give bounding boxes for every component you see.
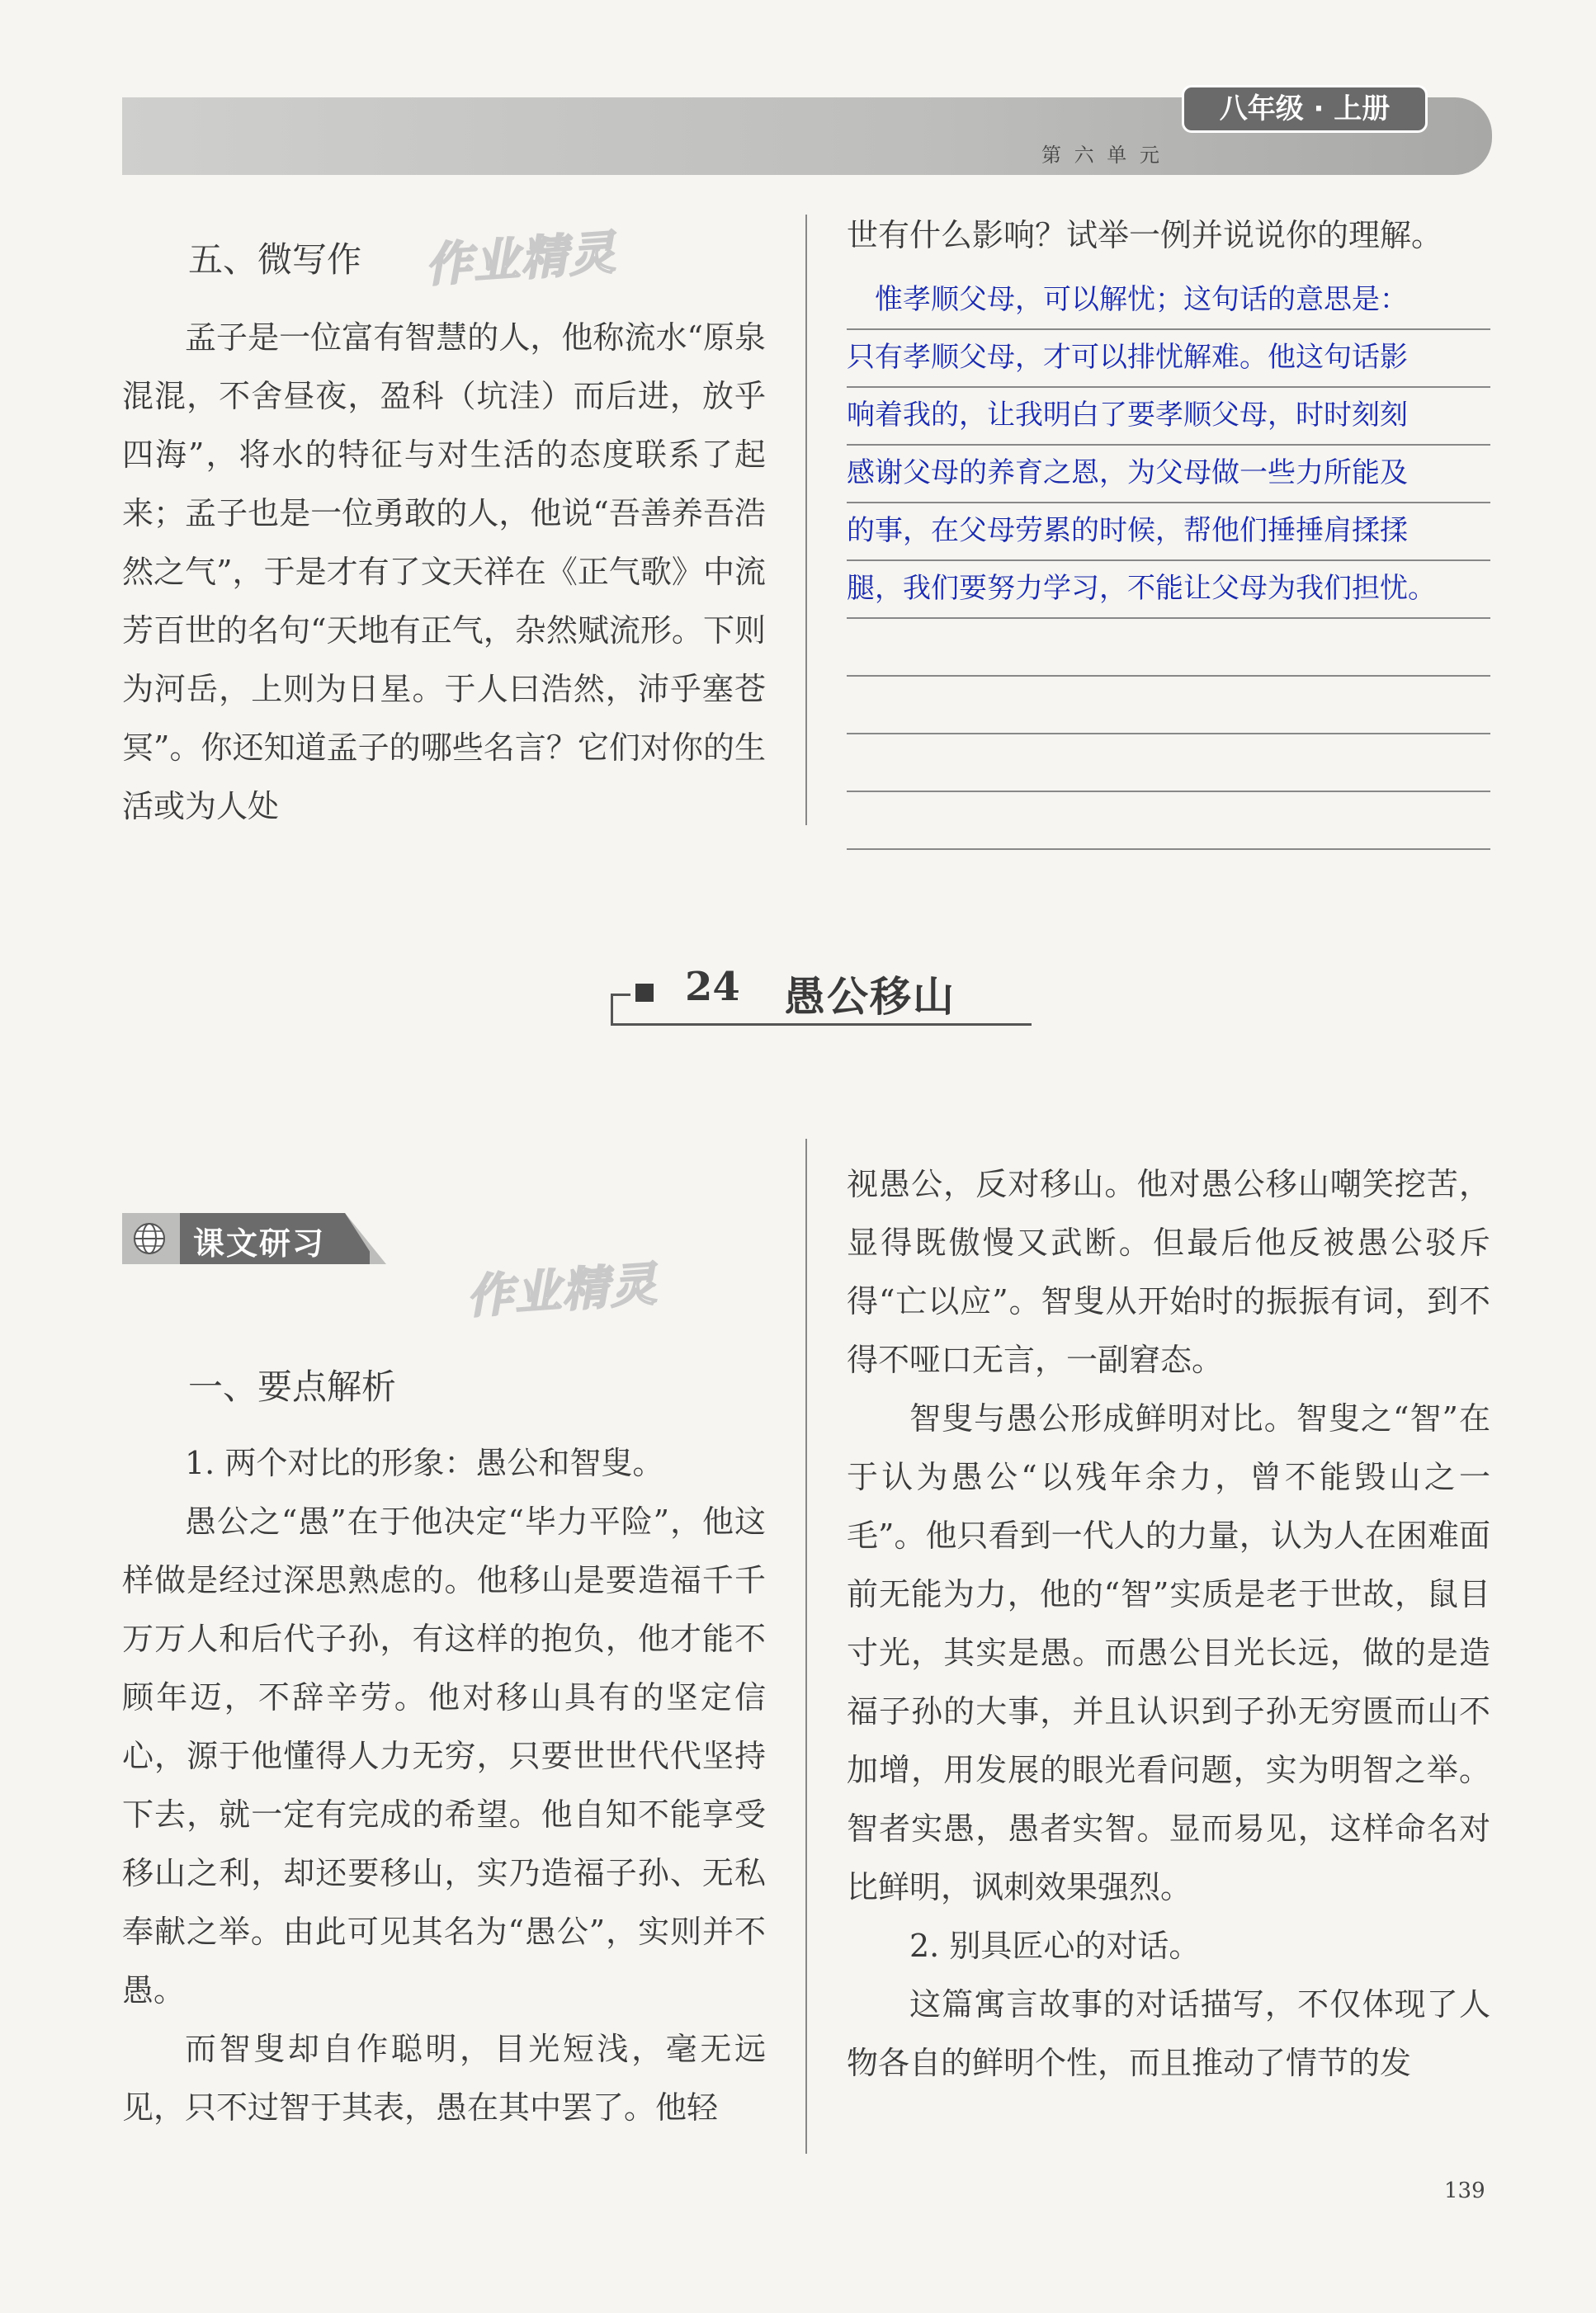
micro-writing-question-end: 世有什么影响？试举一例并说说你的理解。 (847, 217, 1443, 253)
paragraph: 视愚公，反对移山。他对愚公移山嘲笑挖苦，显得既傲慢又武断。但最后他反被愚公驳斥得“亡以应”。智叟从开始时的振振有词，到不得不哑口无言，一副窘态。 (847, 1166, 1490, 1378)
answer-line: 的事，在父母劳累的时候，帮他们捶捶肩揉揉 (847, 503, 1490, 561)
chapter-title: 愚公移山 (784, 973, 956, 1021)
paragraph: 1. 两个对比的形象：愚公和智叟。 (185, 1445, 664, 1481)
chapter-heading (602, 957, 1015, 1023)
micro-writing-text: 孟子是一位富有智慧的人，他称流水“原泉混混，不舍昼夜，盈科（坑洼）而后进，放乎四海”，将水的特征与对生活的态度联系了起来；孟子也是一位勇敢的人，他说“吾善养吾浩然之气”，于是才有了文天祥在《正气歌》中流芳百世的名句“天地有正气，杂然赋流形。下则为河岳，上则为日星。于人曰浩然，沛乎塞苍冥”。你还知道孟子的哪些名言？它们对你的生活或为人处 (122, 319, 766, 824)
study-right-column (847, 1155, 1490, 2093)
watermark-middle: 作业精灵 (465, 1257, 660, 1325)
micro-writing-left (122, 233, 766, 836)
globe-icon (132, 1221, 167, 1256)
column-divider-top (805, 215, 807, 825)
answer-area[interactable] (847, 272, 1490, 850)
chapter-number: 24 (685, 964, 740, 1010)
answer-line (847, 734, 1490, 792)
answer-line (847, 792, 1490, 850)
key-points-title: 一、要点解析 (188, 1367, 397, 1407)
page-number: 139 (1444, 2178, 1485, 2203)
section-tag (122, 1213, 386, 1264)
answer-line (847, 677, 1490, 734)
heading-bracket-bar (611, 994, 630, 996)
paragraph: 2. 别具匠心的对话。 (909, 1928, 1201, 1964)
answer-line: 只有孝顺父母，才可以排忧解难。他这句话影 (847, 330, 1490, 388)
heading-underline (611, 1023, 1032, 1026)
answer-line (847, 619, 1490, 677)
micro-writing-right (847, 206, 1490, 265)
section-tag-label: 课文研习 (193, 1225, 326, 1262)
answer-line: 响着我的，让我明白了要孝顺父母，时时刻刻 (847, 388, 1490, 446)
paragraph: 智叟与愚公形成鲜明对比。智叟之“智”在于认为愚公“以残年余力，曾不能毁山之一毛”。他只看到一代人的力量，认为人在困难面前无能为力，他的“智”实质是老于世故，鼠目寸光，其实是愚。而愚公目光长远，做的是造福子孙的大事，并且认识到子孙无穷匮而山不加增，用发展的眼光看问题，实为明智之举。智者实愚，愚者实智。显而易见，这样命名对比鲜明，讽刺效果强烈。 (847, 1400, 1490, 1905)
heading-bracket (611, 994, 613, 1025)
paragraph: 而智叟却自作聪明，目光短浅，毫无远见，只不过智于其表，愚在其中罢了。他轻 (122, 2031, 766, 2126)
micro-writing-title: 五、微写作 (188, 239, 362, 280)
answer-line: 惟孝顺父母，可以解忧；这句话的意思是： (847, 272, 1490, 330)
square-bullet-icon (635, 984, 654, 1002)
grade-label: 八年级 · 上册 (1182, 85, 1428, 133)
column-divider-bottom (805, 1139, 807, 2154)
paragraph: 这篇寓言故事的对话描写，不仅体现了人物各自的鲜明个性，而且推动了情节的发 (847, 1986, 1490, 2081)
watermark-top: 作业精灵 (423, 225, 619, 294)
unit-label: 第 六 单 元 (1041, 144, 1163, 167)
study-left-column (122, 1360, 766, 2137)
paragraph: 愚公之“愚”在于他决定“毕力平险”，他这样做是经过深思熟虑的。他移山是要造福千千万万人和后代子孙，有这样的抱负，他才能不顾年迈，不辞辛劳。他对移山具有的坚定信心，源于他懂得人力无穷，只要世世代代坚持下去，就一定有完成的希望。他自知不能享受移山之利，却还要移山，实乃造福子孙、无私奉献之举。由此可见其名为“愚公”，实则并不愚。 (122, 1503, 766, 2009)
answer-line: 腿，我们要努力学习，不能让父母为我们担忧。 (847, 561, 1490, 619)
answer-line: 感谢父母的养育之恩，为父母做一些力所能及 (847, 446, 1490, 503)
